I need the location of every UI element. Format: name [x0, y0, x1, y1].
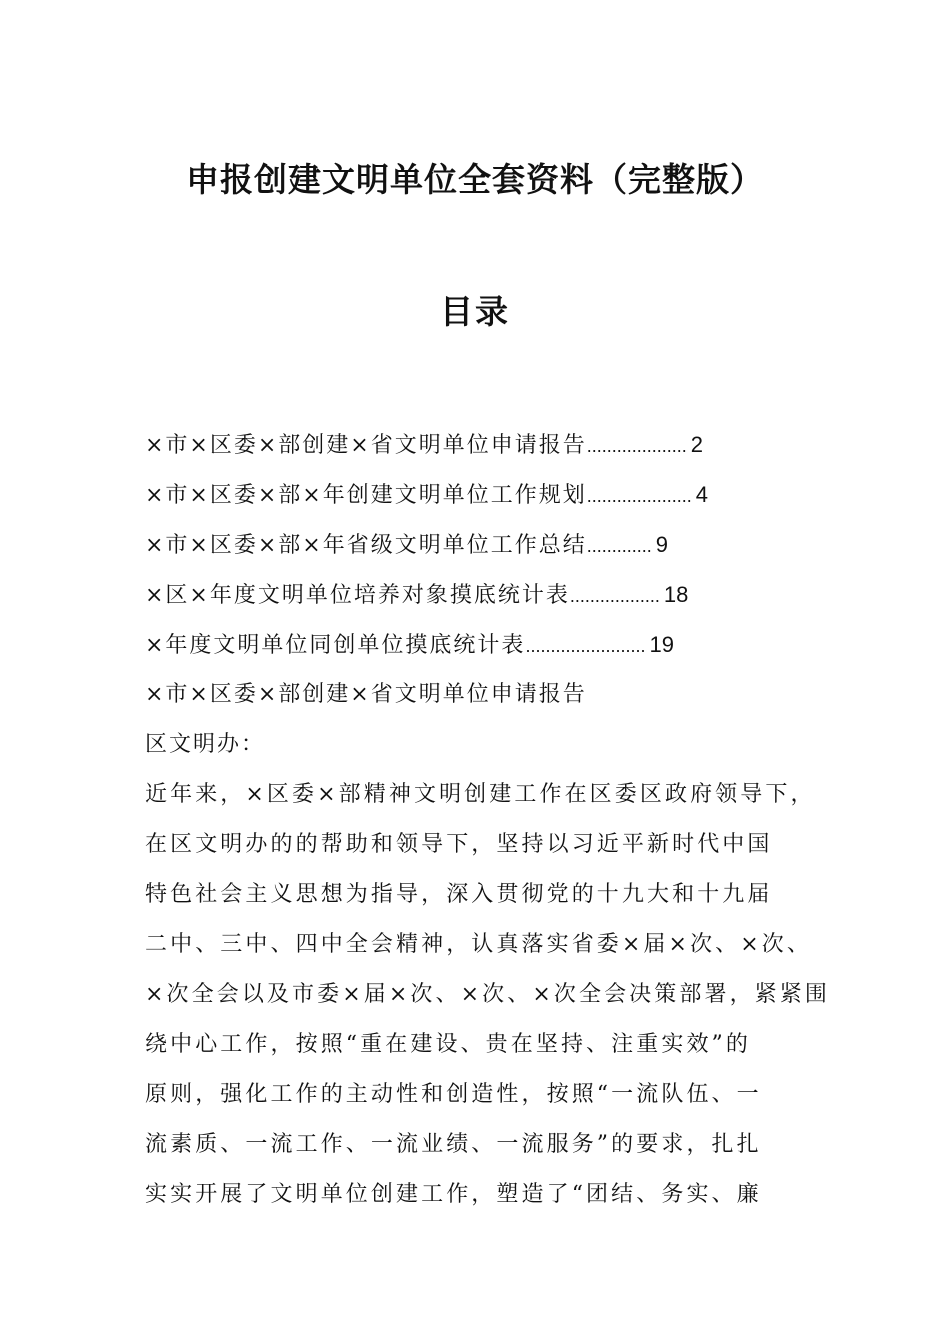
toc-page-number: 2 — [690, 432, 704, 457]
section-heading: ×市×区委×部创建×省文明单位申请报告 — [145, 682, 587, 707]
toc-entry[interactable] — [145, 520, 825, 570]
toc-entry-title: ×市×区委×部×年省级文明单位工作总结 — [145, 533, 587, 558]
toc-entry[interactable] — [145, 470, 825, 520]
toc-entry-title: ×市×区委×部×年创建文明单位工作规划 — [145, 483, 587, 508]
document-title: 申报创建文明单位全套资料（完整版） — [186, 160, 764, 199]
paragraph-line: 特色社会主义思想为指导，深入贯彻党的十九大和十九届 — [145, 882, 773, 907]
salutation: 区文明办： — [145, 732, 266, 757]
paragraph-line: ×次全会以及市委×届×次、×次、×次全会决策部署，紧紧围 — [145, 982, 830, 1007]
paragraph-line: 近年来，×区委×部精神文明创建工作在区委区政府领导下， — [145, 782, 816, 807]
toc-leader-dots: .................... — [586, 436, 687, 456]
toc-entry[interactable] — [145, 570, 825, 620]
toc-entry-title: ×区×年度文明单位培养对象摸底统计表 — [145, 583, 570, 608]
toc-leader-dots: ............. — [586, 536, 652, 556]
report-body — [145, 670, 830, 1220]
toc-entry-title: ×市×区委×部创建×省文明单位申请报告 — [145, 433, 587, 458]
paragraph-line: 原则，强化工作的主动性和创造性，按照“一流队伍、一 — [145, 1082, 762, 1107]
toc-entry[interactable] — [145, 620, 825, 670]
toc-entry-title: ×年度文明单位同创单位摸底统计表 — [145, 633, 526, 658]
toc-leader-dots: .................. — [569, 586, 660, 606]
toc-leader-dots: ..................... — [586, 486, 692, 506]
paragraph-line: 在区文明办的的帮助和领导下，坚持以习近平新时代中国 — [145, 832, 773, 857]
paragraph-line: 绕中心工作，按照“重在建设、贵在坚持、注重实效”的 — [145, 1032, 751, 1057]
toc-heading: 目录 — [440, 292, 510, 331]
toc-page-number: 19 — [649, 632, 674, 657]
paragraph-line: 二中、三中、四中全会精神，认真落实省委×届×次、×次、 — [145, 932, 813, 957]
toc-page-number: 4 — [695, 482, 709, 507]
table-of-contents — [145, 420, 825, 670]
paragraph-line: 实实开展了文明单位创建工作，塑造了“团结、务实、廉 — [145, 1182, 762, 1207]
toc-leader-dots: ........................ — [525, 636, 646, 656]
toc-entry[interactable] — [145, 420, 825, 470]
toc-page-number: 9 — [655, 532, 669, 557]
toc-page-number: 18 — [663, 582, 689, 607]
paragraph-line: 流素质、一流工作、一流业绩、一流服务”的要求，扎扎 — [145, 1132, 762, 1157]
